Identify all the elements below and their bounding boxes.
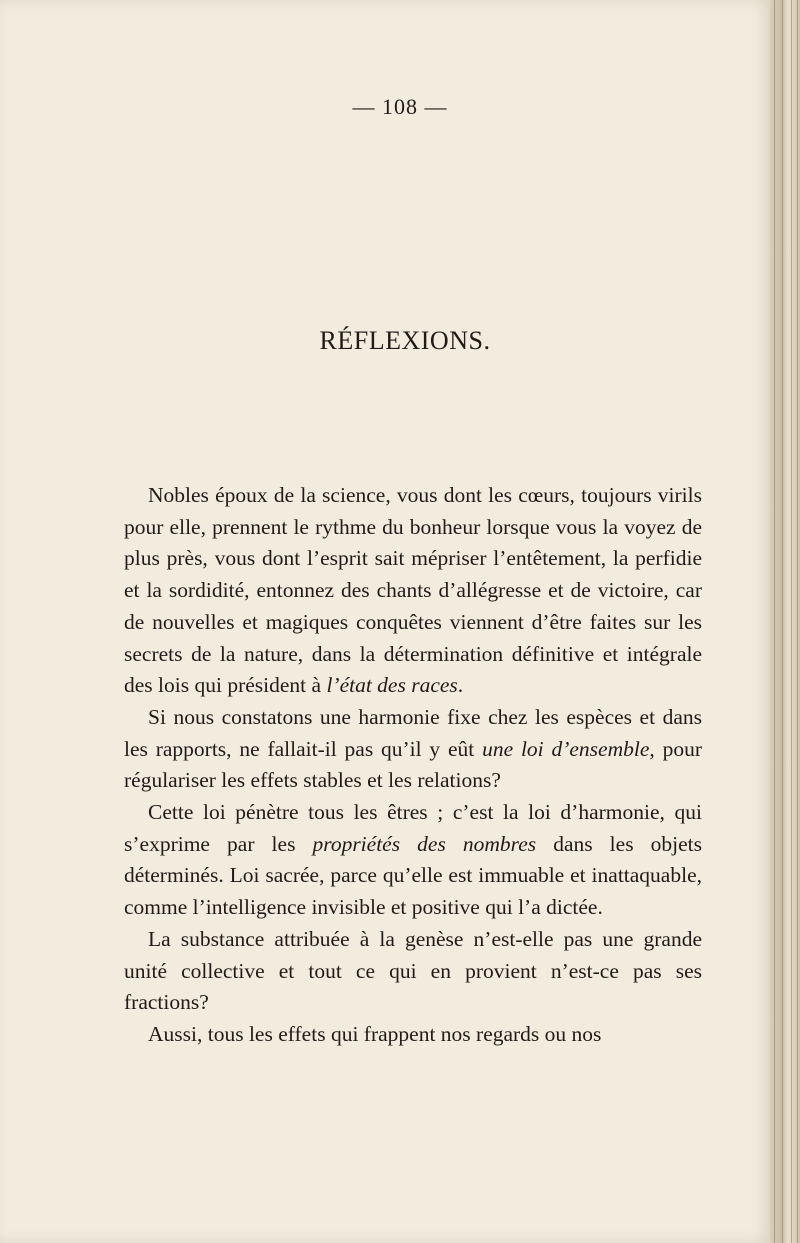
edge-line: [791, 0, 792, 1243]
text-run: Si nous constatons une harmonie fixe chez les espèces et dans les rapports, ne fallait-il pas qu’il y eût: [124, 704, 702, 761]
paragraph: [124, 480, 702, 702]
page-number: — 108 —: [352, 94, 448, 119]
paragraph: [124, 924, 702, 1019]
text-run: La substance attribuée à la genèse n’est-elle pas une grande unité collective et tout ce qui en provient n’est-ce pas ses fractions?: [124, 926, 702, 1015]
italic-text-run: une loi d’ensemble: [482, 736, 650, 761]
text-run: , pour régulariser les effets stables et les relations?: [124, 736, 702, 793]
paragraph: [124, 797, 702, 924]
text-run: Aussi, tous les effets qui frappent nos regards ou nos: [148, 1021, 602, 1046]
section-title: RÉFLEXIONS.: [319, 326, 491, 355]
italic-text-run: propriétés des nombres: [312, 831, 537, 856]
edge-line: [782, 0, 783, 1243]
text-run: Cette loi pénètre tous les êtres ; c’est la loi d’harmonie, qui s’exprime par les: [124, 800, 702, 856]
paragraph: [124, 702, 702, 797]
edge-line: [774, 0, 775, 1243]
text-run: .: [457, 673, 464, 698]
text-run: Nobles époux de la science, vous dont les cœurs, toujours virils pour elle, prennent le rythme du bonheur lorsque vous la voyez de plus près, vous dont l’esprit sait mépriser l’entêtement, la perfidie et la sordidité, entonnez des chants d’allégresse et de victoire, car de nouvelles et magiques conquêtes viennent d’être faites sur les secrets de la nature, dans la détermination définitive et intégrale des lois qui président à: [124, 483, 702, 698]
italic-text-run: l’état des races: [326, 673, 458, 698]
body-text: [124, 480, 702, 1051]
paragraph: [124, 1019, 702, 1051]
page-edge: [770, 0, 800, 1243]
edge-line: [797, 0, 798, 1243]
text-run: dans les objets déterminés. Loi sacrée, parce qu’elle est immuable et inattaquable, comme l’intelligence invisible et positive qui l’a dictée.: [124, 831, 702, 920]
